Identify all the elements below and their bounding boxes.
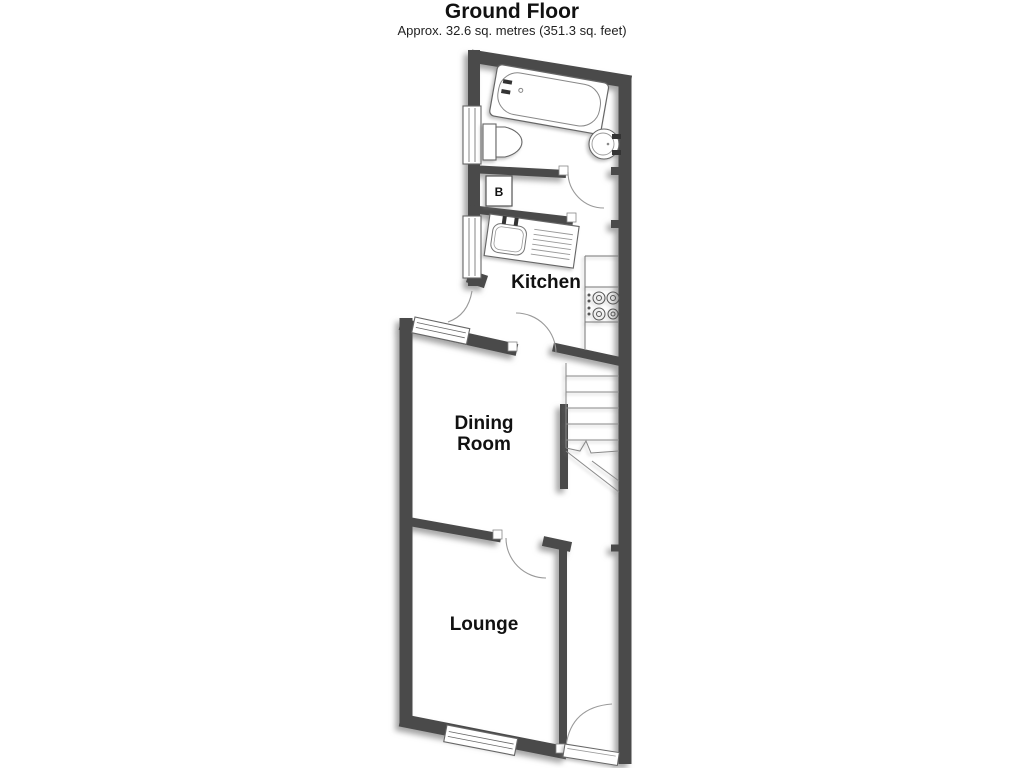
worktop-hob-fixture [585,256,619,349]
dining-window [412,317,470,344]
stairs-cut-diagonal [566,451,619,492]
boiler-cupboard-fixture [486,176,512,206]
toilet-bowl [496,127,522,157]
washbasin-fixture [589,129,621,159]
kitchen-door-arc [516,313,556,353]
stairs-cut-diagonal [592,461,619,481]
kitchen-label: Kitchen [511,272,581,293]
boiler-label: B [494,185,504,199]
kitchen-window [463,216,481,278]
bathroom-window [463,106,481,164]
toilet-fixture [483,124,522,160]
hob-icon [588,292,619,320]
dining-room-label-line2: Room [457,434,511,455]
kitchen-dining-step-door-arc [448,291,472,322]
bathroom-bottom-wall [470,169,566,174]
jamb-bathroom-door [559,166,568,175]
jamb-lounge-door [493,530,502,539]
bathroom-door-arc [568,172,604,208]
toilet-cistern [483,124,496,160]
front-door-arc [566,704,612,746]
basin-tap-icon [612,134,621,139]
stairs-break-line [566,441,619,453]
front-door-leaf [563,744,619,765]
dining-room-label-line1: Dining [454,413,514,434]
page-title: Ground Floor [444,0,580,23]
lounge-label: Lounge [449,614,519,635]
divider-wall-stub [543,541,571,547]
jamb-kitchen-door [508,342,517,351]
kitchen-stairs-slanted-wall [553,347,627,363]
jamb-boiler-wall [567,213,576,222]
basin-tap-icon [612,150,621,155]
dining-lounge-divider-wall [406,521,501,538]
stairs-fixture [566,363,619,492]
lounge-door-arc [506,538,546,578]
basin-drain-icon [607,143,610,146]
page-subtitle: Approx. 32.6 sq. metres (351.3 sq. feet) [397,23,627,38]
